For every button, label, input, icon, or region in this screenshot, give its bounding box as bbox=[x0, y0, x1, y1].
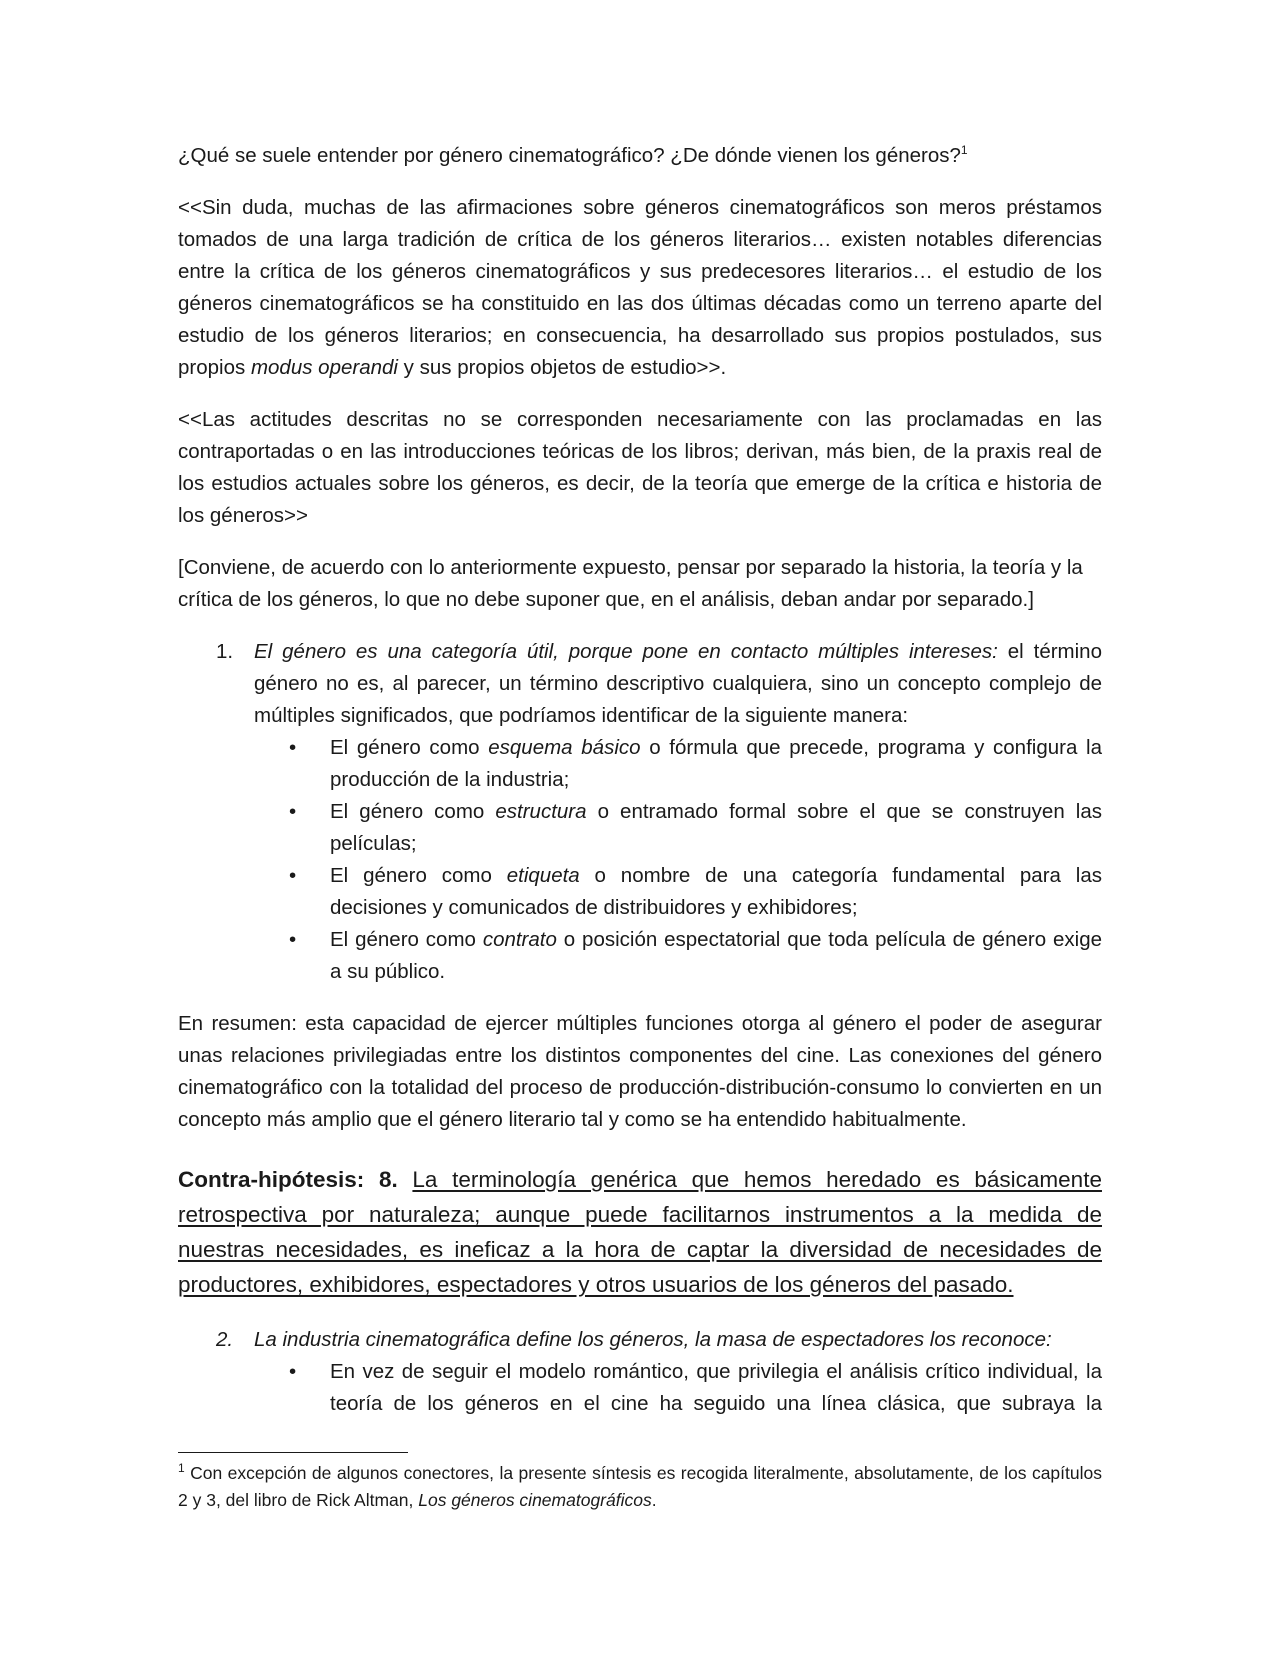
bullet-item-2 bbox=[178, 796, 1102, 860]
bullet-4-before: El género como bbox=[330, 928, 483, 951]
bullet-1-italic: esquema básico bbox=[488, 736, 641, 759]
footnote-ref[interactable]: 1 bbox=[960, 143, 968, 158]
counter-text: La terminología genérica que hemos heredado es básicamente retrospectiva por naturaleza; aunque puede facilitarnos instrumentos a la medida de nuestras necesidades, es ineficaz a la hora de captar la diversidad de necesidades de productores, exhibidores, espectadores y otros usuarios de los géneros del pasado. bbox=[178, 1167, 1102, 1297]
list-item-2 bbox=[178, 1324, 1102, 1420]
footnote-text: Con excepción de algunos conectores, la presente síntesis es recogida literalmente, absolutamente, de los capítulos 2 y 3, del libro de Rick Altman, bbox=[178, 1463, 1102, 1510]
bullet-5-text: En vez de seguir el modelo romántico, que privilegia el análisis crítico individual, la teoría de los géneros en el cine ha seguido una línea clásica, que subraya la bbox=[330, 1360, 1102, 1415]
list-item-2-text bbox=[254, 1324, 1102, 1356]
summary-paragraph: En resumen: esta capacidad de ejercer múltiples funciones otorga al género el poder de asegurar unas relaciones privilegiadas entre los distintos componentes del cine. Las conexiones del género cinematográfico con la totalidad del proceso de producción-distribución-consumo lo convierten en un concepto más amplio que el género literario tal y como se ha entendido habitualmente. bbox=[178, 1012, 1102, 1131]
bullet-dot-icon: • bbox=[289, 1360, 297, 1383]
bullet-dot-icon: • bbox=[289, 864, 297, 887]
bullet-item-3 bbox=[178, 860, 1102, 924]
bullet-1-before: El género como bbox=[330, 736, 489, 759]
footnote-separator bbox=[178, 1452, 408, 1453]
bullet-1-after: o fórmula que precede, programa y configura la producción de la industria; bbox=[330, 736, 1103, 791]
bullet-item-4 bbox=[178, 924, 1102, 988]
footnote-number: 1 bbox=[178, 1461, 185, 1476]
list-item-1 bbox=[178, 636, 1102, 988]
bullet-dot-icon: • bbox=[289, 800, 297, 823]
footnote-end: . bbox=[651, 1490, 657, 1510]
bullet-list-1 bbox=[254, 732, 1102, 988]
bullet-3-before: El género como bbox=[330, 864, 507, 887]
counter-hypothesis bbox=[178, 1162, 1102, 1302]
counter-label: Contra-hipótesis: 8. bbox=[178, 1167, 398, 1192]
page-heading bbox=[178, 140, 1102, 172]
bracket-note: [Conviene, de acuerdo con lo anteriormente expuesto, pensar por separado la historia, la teoría y la crítica de los géneros, lo que no debe suponer que, en el análisis, deban andar por separado.] bbox=[178, 556, 1083, 611]
bullet-dot-icon: • bbox=[289, 928, 297, 951]
bullet-dot-icon: • bbox=[289, 736, 297, 759]
bullet-list-2 bbox=[254, 1356, 1102, 1420]
bullet-item-5 bbox=[178, 1356, 1102, 1420]
bullet-3-after: o nombre de una categoría fundamental para las decisiones y comunicados de distribuidores y exhibidores; bbox=[330, 864, 1102, 919]
quote1-text-b: y sus propios objetos de estudio>>. bbox=[397, 356, 727, 379]
numbered-list-2 bbox=[178, 1324, 1102, 1420]
bullet-4-italic: contrato bbox=[482, 928, 557, 951]
bullet-3-italic: etiqueta bbox=[506, 864, 580, 887]
list-item-2-lead: La industria cinematográfica define los géneros, la masa de espectadores los reconoce: bbox=[254, 1328, 1052, 1351]
numbered-list-1 bbox=[178, 636, 1102, 988]
footnote-book-title: Los géneros cinematográficos bbox=[418, 1490, 652, 1510]
list-item-1-lead: El género es una categoría útil, porque pone en contacto múltiples intereses: bbox=[254, 640, 998, 663]
list-item-1-rest: el término género no es, al parecer, un término descriptivo cualquiera, sino un concepto complejo de múltiples significados, que podríamos identificar de la siguiente manera: bbox=[254, 640, 1102, 727]
footnote bbox=[178, 1460, 1102, 1514]
list-marker-2: 2. bbox=[216, 1328, 234, 1351]
list-item-1-text bbox=[254, 636, 1102, 732]
list-marker-1: 1. bbox=[216, 640, 234, 663]
bullet-2-italic: estructura bbox=[495, 800, 587, 823]
quote-paragraph-2: <<Las actitudes descritas no se corresponden necesariamente con las proclamadas en las contraportadas o en las introducciones teóricas de los libros; derivan, más bien, de la praxis real de los estudios actuales sobre los géneros, es decir, de la teoría que emerge de la crítica e historia de los géneros>> bbox=[178, 408, 1102, 527]
document-body bbox=[178, 140, 1102, 1440]
quote-paragraph-1 bbox=[178, 192, 1102, 384]
bullet-2-after: o entramado formal sobre el que se construyen las películas; bbox=[330, 800, 1102, 855]
heading-text: ¿Qué se suele entender por género cinematográfico? ¿De dónde vienen los géneros? bbox=[178, 144, 961, 167]
quote1-italic: modus operandi bbox=[250, 356, 398, 379]
bullet-2-before: El género como bbox=[330, 800, 496, 823]
quote1-text-a: <<Sin duda, muchas de las afirmaciones sobre géneros cinematográficos son meros préstamos tomados de una larga tradición de crítica de los géneros literarios… existen notables diferencias entre la crítica de los géneros cinematográficos y sus predecesores literarios… el estudio de los géneros cinematográficos se ha constituido en las dos últimas décadas como un terreno aparte del estudio de los géneros literarios; en consecuencia, ha desarrollado sus propios postulados, sus propios bbox=[178, 196, 1102, 379]
bullet-item-1 bbox=[178, 732, 1102, 796]
bullet-4-after: o posición espectatorial que toda película de género exige a su público. bbox=[330, 928, 1102, 983]
